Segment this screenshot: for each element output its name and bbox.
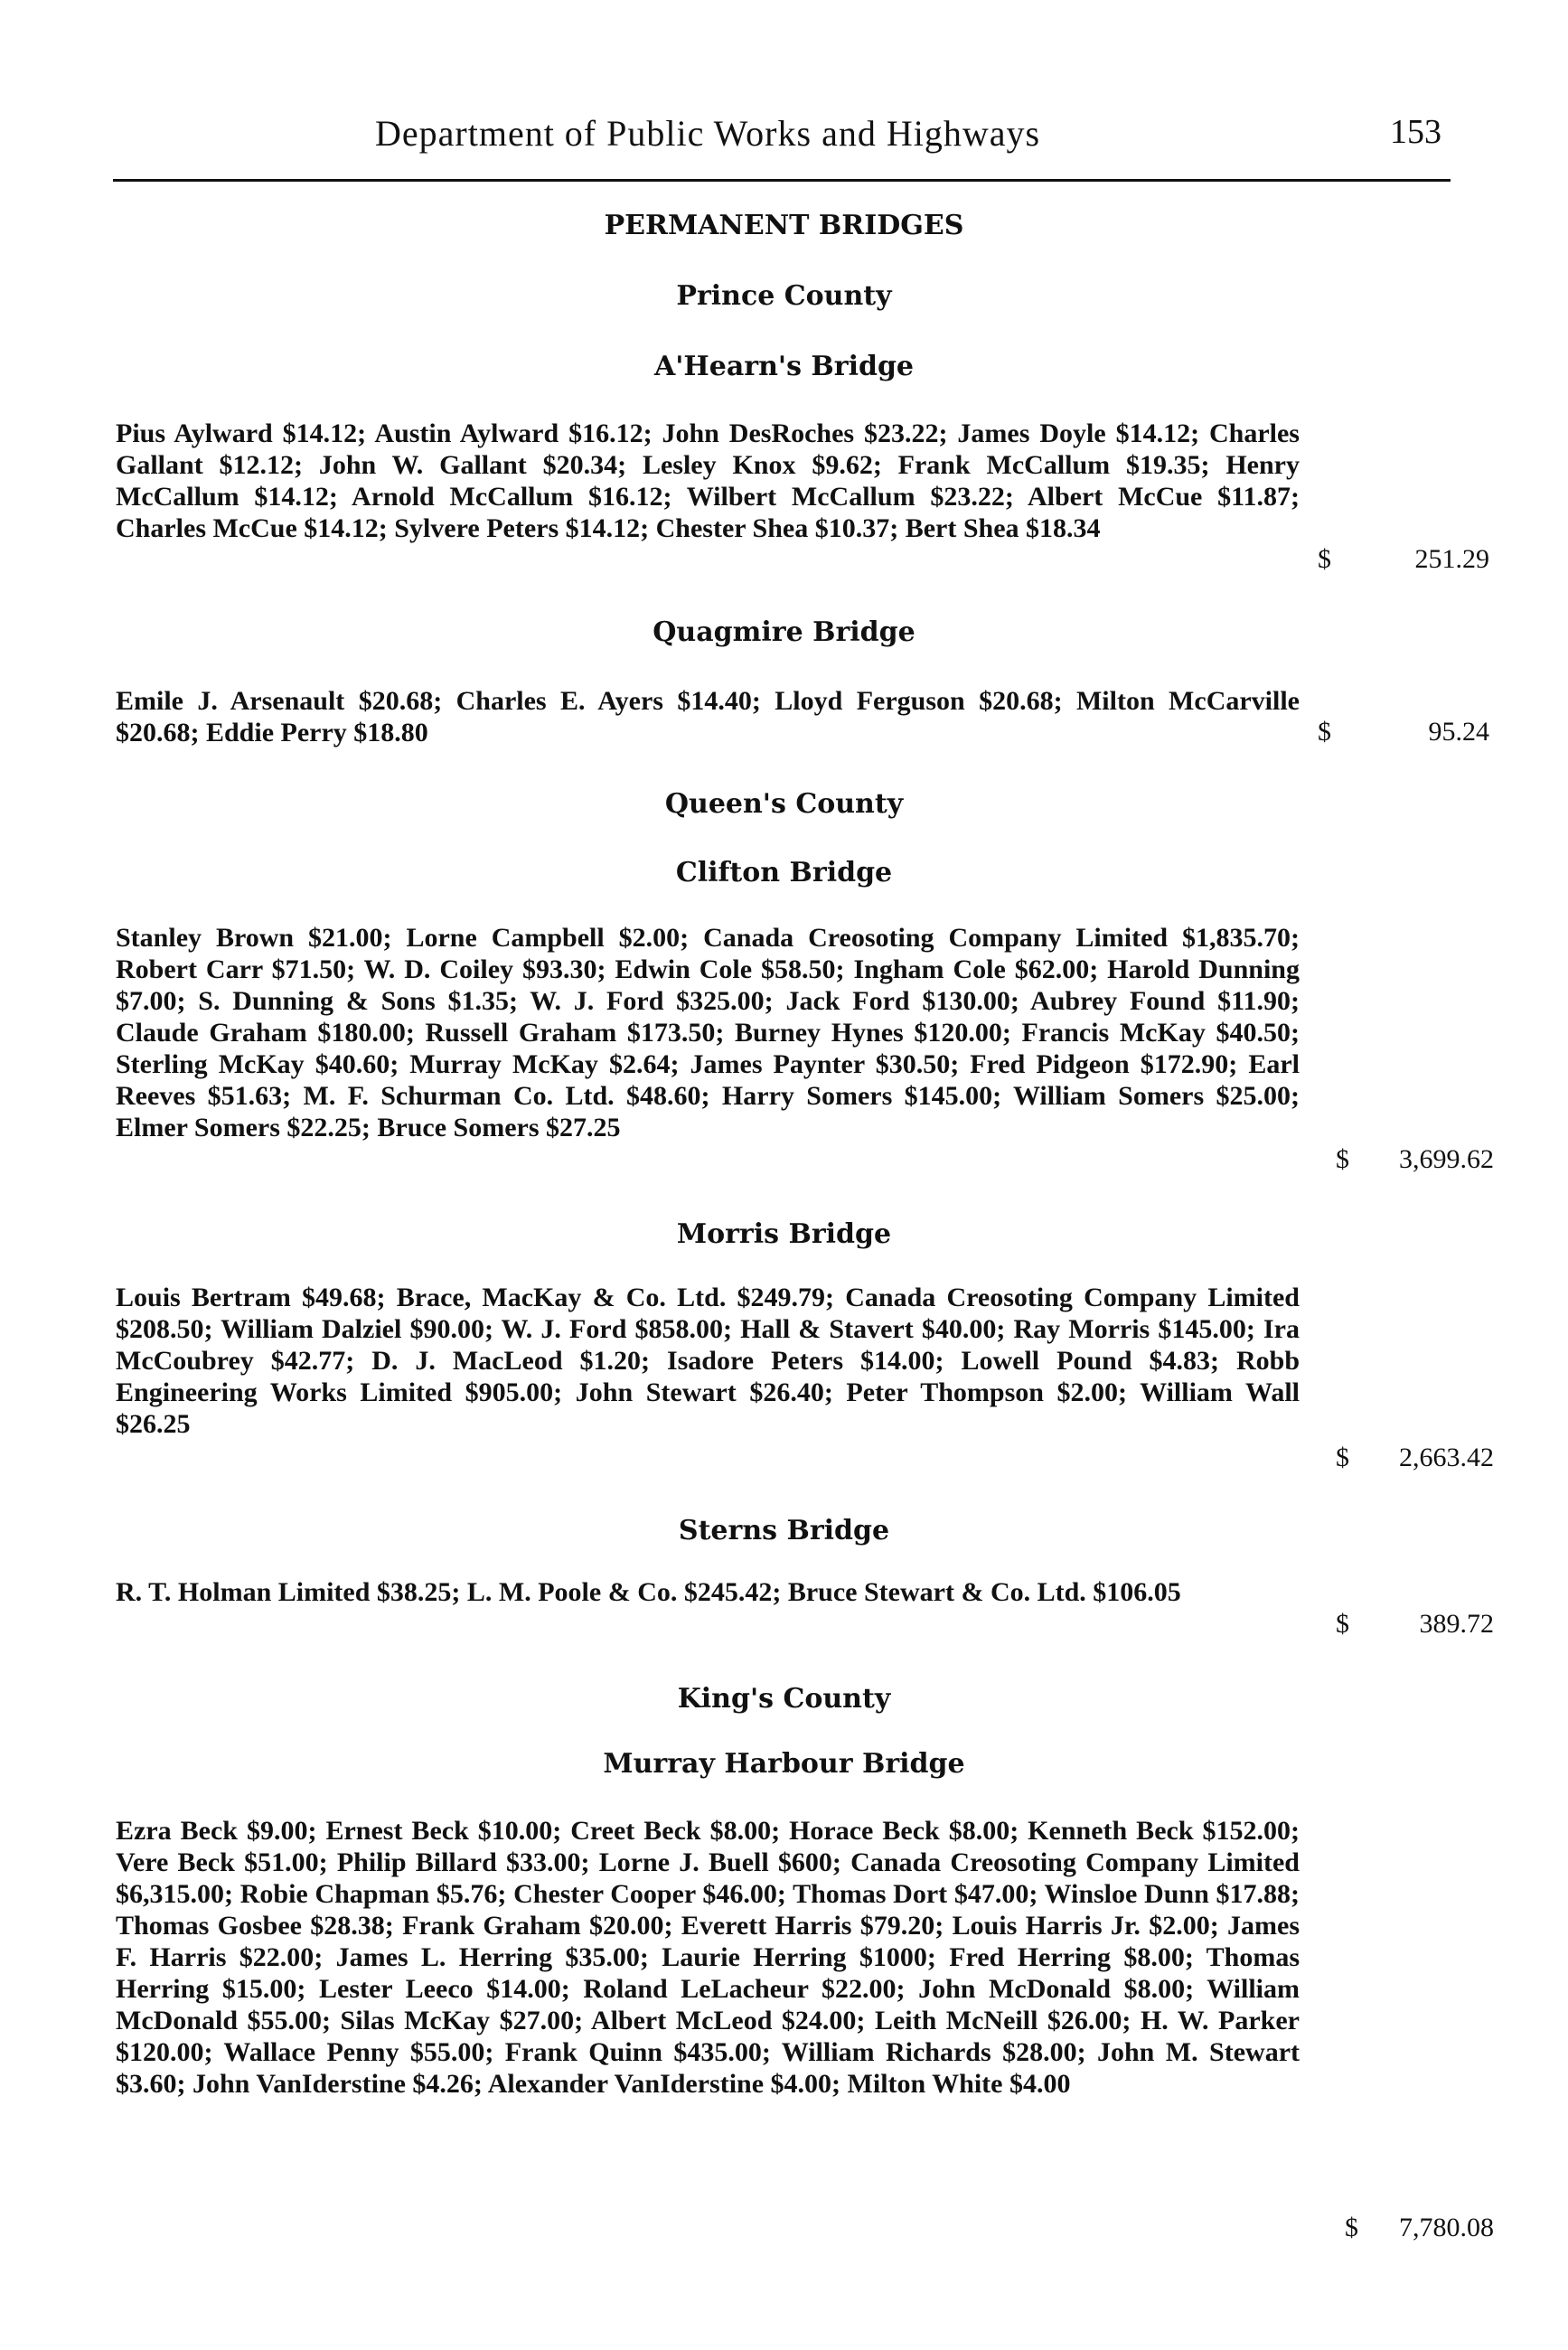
payee-list: Pius Aylward $14.12; Austin Aylward $16.12; John DesRoches $23.22; James Doyle $14.12; Charles Gallant $12.12; John W. Gallant $20.34; Lesley Knox $9.62; Frank McCallum $19.35; Henry McCallum $14.12; Arnold McCallum $16.12; Wilbert McCallum $23.22; Albert McCue $11.87; Charles McCue $14.12; Sylvere Peters $14.12; Chester Shea $10.37; Bert Shea $18.34	[116, 418, 1300, 543]
bridge-total: 7,780.08	[1399, 2213, 1494, 2242]
bridge-heading-murray-harbour: Murray Harbour Bridge	[603, 1748, 965, 1780]
bridge-entry-morris	[116, 1282, 1494, 1472]
payee-list: Louis Bertram $49.68; Brace, MacKay & Co. Ltd. $249.79; Canada Creosoting Company Limited $208.50; William Dalziel $90.00; W. J. Ford $858.00; Hall & Stavert $40.00; Ray Morris $145.00; Ira McCoubrey $42.77; D. J. MacLeod $1.20; Isadore Peters $14.00; Lowell Pound $4.83; Robb Engineering Works Limited $905.00; John Stewart $26.40; Peter Thompson $2.00; William Wall $26.25	[116, 1283, 1300, 1439]
bridge-heading-quagmire: Quagmire Bridge	[653, 616, 915, 648]
bridge-entry-clifton	[116, 922, 1494, 1174]
bridge-entry-murray-harbour	[116, 1815, 1494, 2242]
bridge-heading-ahearn: A'Hearn's Bridge	[653, 351, 915, 382]
bridge-entry-sterns	[116, 1576, 1494, 1639]
payee-list: Stanley Brown $21.00; Lorne Campbell $2.00; Canada Creosoting Company Limited $1,835.70; Robert Carr $71.50; W. D. Coiley $93.30; Edwin Cole $58.50; Ingham Cole $62.00; Harold Dunning $7.00; S. Dunning & Sons $1.35; W. J. Ford $325.00; Jack Ford $130.00; Aubrey Found $11.90; Claude Graham $180.00; Russell Graham $173.50; Burney Hynes $120.00; Francis McKay $40.50; Sterling McKay $40.60; Murray McKay $2.64; James Paynter $30.50; Fred Pidgeon $172.90; Earl Reeves $51.63; M. F. Schurman Co. Ltd. $48.60; Harry Somers $145.00; William Somers $25.00; Elmer Somers $22.25; Bruce Somers $27.25	[116, 923, 1300, 1142]
page-number: 153	[1390, 113, 1441, 151]
page-header	[113, 107, 1451, 182]
payee-list: Emile J. Arsenault $20.68; Charles E. Ayers $14.40; Lloyd Ferguson $20.68; Milton McCarville $20.68; Eddie Perry $18.80	[116, 686, 1300, 747]
bridge-total: 2,663.42	[1399, 1443, 1494, 1472]
currency-sign: $	[1345, 2213, 1358, 2242]
currency-sign: $	[1336, 1443, 1349, 1472]
payee-list: Ezra Beck $9.00; Ernest Beck $10.00; Creet Beck $8.00; Horace Beck $8.00; Kenneth Beck $152.00; Vere Beck $51.00; Philip Billard $33.00; Lorne J. Buell $600; Canada Creosoting Company Limited $6,315.00; Robie Chapman $5.76; Chester Cooper $46.00; Thomas Dort $47.00; Winsloe Dunn $17.88; Thomas Gosbee $28.38; Frank Graham $20.00; Everett Harris $79.20; Louis Harris Jr. $2.00; James F. Harris $22.00; James L. Herring $35.00; Laurie Herring $1000; Fred Herring $8.00; Thomas Herring $15.00; Lester Leeco $14.00; Roland LeLacheur $22.00; John McDonald $8.00; William McDonald $55.00; Silas McKay $27.00; Albert McLeod $24.00; Leith McNeill $26.00; H. W. Parker $120.00; Wallace Penny $55.00; Frank Quinn $435.00; William Richards $28.00; John M. Stewart $3.60; John VanIderstine $4.26; Alexander VanIderstine $4.00; Milton White $4.00	[116, 1816, 1300, 2099]
county-heading-prince: Prince County	[676, 280, 892, 312]
currency-sign: $	[1318, 544, 1331, 574]
payee-list: R. T. Holman Limited $38.25; L. M. Poole & Co. $245.42; Bruce Stewart & Co. Ltd. $106.05	[116, 1577, 1181, 1607]
bridge-heading-clifton: Clifton Bridge	[675, 857, 893, 888]
section-title: PERMANENT BRIDGES	[604, 210, 964, 241]
currency-sign: $	[1336, 1609, 1349, 1639]
bridge-total: 251.29	[1414, 544, 1489, 574]
bridge-heading-sterns: Sterns Bridge	[678, 1515, 890, 1546]
currency-sign: $	[1318, 717, 1331, 747]
county-heading-kings: King's County	[677, 1683, 891, 1715]
bridge-entry-quagmire	[116, 685, 1489, 748]
bridge-total: 3,699.62	[1399, 1144, 1494, 1174]
bridge-total: 389.72	[1419, 1609, 1494, 1639]
running-title: Department of Public Works and Highways	[375, 113, 1041, 154]
currency-sign: $	[1336, 1144, 1349, 1174]
bridge-heading-morris: Morris Bridge	[676, 1218, 892, 1250]
bridge-total: 95.24	[1428, 717, 1489, 747]
county-heading-queens: Queen's County	[664, 788, 904, 820]
bridge-entry-ahearn	[116, 418, 1489, 574]
